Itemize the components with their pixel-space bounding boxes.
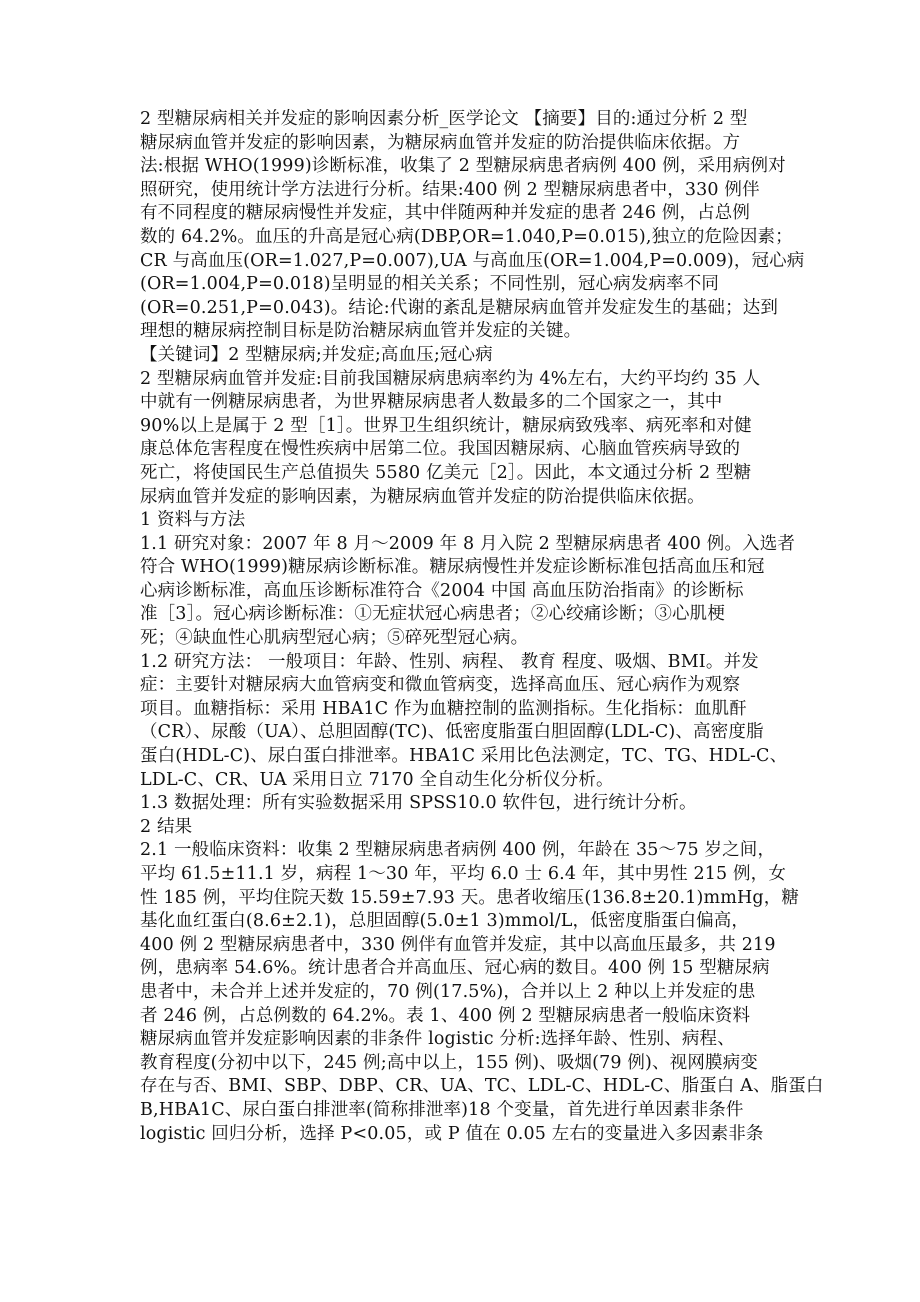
section-heading: 2 结果 (140, 816, 193, 837)
text-line: 1.2 研究方法： 一般项目：年龄、性别、病程、 教育 程度、吸烟、BMI。并发 (140, 651, 759, 672)
text-line: 蛋白(HDL-C)、尿白蛋白排泄率。HBA1C 采用比色法测定，TC、TG、HDL-C、 (140, 746, 788, 767)
text-line: 2 型糖尿病血管并发症:目前我国糖尿病患病率约为 4%左右，大约平均约 35 人 (140, 368, 761, 389)
text-line: 糖尿病血管并发症影响因素的非条件 logistic 分析:选择年龄、性别、病程、 (140, 1029, 735, 1050)
text-line: 中就有一例糖尿病患者，为世界糖尿病患者人数最多的二个国家之一，其中 (140, 392, 723, 413)
text-line: 2.1 一般临床资料：收集 2 型糖尿病患者病例 400 例，年龄在 35～75 岁之间， (140, 840, 776, 861)
text-line: 法:根据 WHO(1999)诊断标准，收集了 2 型糖尿病患者病例 400 例，采用病例对 (140, 156, 786, 177)
text-line: 患者中，未合并上述并发症的，70 例(17.5%)，合并以上 2 种以上并发症的患 (140, 981, 756, 1002)
text-line: 症：主要针对糖尿病大血管病变和微血管病变，选择高血压、冠心病作为观察 (140, 675, 741, 696)
text-line: (OR=1.004,P=0.018)呈明显的相关关系；不同性别，冠心病发病率不同 (140, 274, 720, 295)
text-line: 有不同程度的糖尿病慢性并发症，其中伴随两种并发症的患者 246 例，占总例 (140, 203, 751, 224)
text-line: 性 185 例，平均住院天数 15.59±7.93 天。患者收缩压(136.8±20.1)mmHg，糖 (140, 887, 800, 908)
text-line: 400 例 2 型糖尿病患者中，330 例伴有血管并发症，其中以高血压最多，共 219 (140, 934, 776, 955)
text-line: 照研究，使用统计学方法进行分析。结果:400 例 2 型糖尿病患者中，330 例伴 (140, 179, 760, 200)
text-line: 平均 61.5±11.1 岁，病程 1～30 年，平均 6.0 士 6.4 年，其中男性 215 例，女 (140, 864, 786, 884)
text-line: 2 型糖尿病相关并发症的影响因素分析_医学论文 【摘要】目的:通过分析 2 型 (140, 109, 748, 129)
text-line: 1.3 数据处理：所有实验数据采用 SPSS10.0 软件包，进行统计分析。 (140, 793, 697, 814)
text-line: 数的 64.2%。血压的升高是冠心病(DBP,OR=1.040,P=0.015),独立的危险因素； (140, 226, 793, 247)
section-heading: 1 资料与方法 (140, 510, 246, 531)
text-line: 理想的糖尿病控制目标是防治糖尿病血管并发症的关键。 (140, 321, 582, 342)
text-line: （CR）、尿酸（UA）、总胆固醇(TC)、低密度脂蛋白胆固醇(LDL-C)、高密度脂 (140, 722, 764, 743)
text-line: 糖尿病血管并发症的影响因素，为糖尿病血管并发症的防治提供临床依据。方 (140, 132, 741, 153)
text-line: 1.1 研究对象：2007 年 8 月～2009 年 8 月入院 2 型糖尿病患者 400 例。入选者 (140, 533, 796, 554)
text-line: 符合 WHO(1999)糖尿病诊断标准。糖尿病慢性并发症诊断标准包括高血压和冠 (140, 557, 765, 578)
keywords-line: 【关键词】2 型糖尿病;并发症;高血压;冠心病 (140, 344, 493, 365)
text-line: B,HBA1C、尿白蛋白排泄率(简称排泄率)18 个变量，首先进行单因素非条件 (140, 1099, 744, 1120)
text-line: 死；④缺血性心肌病型冠心病；⑤碎死型冠心病。 (140, 628, 529, 649)
text-line: LDL-C、CR、UA 采用日立 7170 全自动生化分析仪分析。 (140, 769, 614, 790)
text-line: 例，患病率 54.6%。统计患者合并高血压、冠心病的数目。400 例 15 型糖尿病 (140, 958, 770, 979)
text-line: 基化血红蛋白(8.6±2.1)，总胆固醇(5.0±1 3)mmol/L，低密度脂蛋白偏高， (140, 911, 750, 932)
text-line: 尿病血管并发症的影响因素，为糖尿病血管并发症的防治提供临床依据。 (140, 486, 705, 507)
text-line: CR 与高血压(OR=1.027,P=0.007),UA 与高血压(OR=1.004,P=0.009)，冠心病 (140, 250, 805, 271)
text-line: 康总体危害程度在慢性疾病中居第二位。我国因糖尿病、心脑血管疾病导致的 (140, 439, 741, 460)
text-line: 教育程度(分初中以下，245 例;高中以上，155 例)、吸烟(79 例)、视网膜病变 (140, 1052, 758, 1073)
text-line: 者 246 例，占总例数的 64.2%。表 1、400 例 2 型糖尿病患者一般临床资料 (140, 1005, 751, 1026)
text-line: 存在与否、BMI、SBP、DBP、CR、UA、TC、LDL-C、HDL-C、脂蛋白 A、脂蛋白 (140, 1076, 824, 1097)
text-line: 项目。血糖指标：采用 HBA1C 作为血糖控制的监测指标。生化指标：血肌酐 (140, 698, 747, 719)
text-line: 死亡，将使国民生产总值损失 5580 亿美元［2］。因此，本文通过分析 2 型糖 (140, 462, 752, 483)
text-line: (OR=0.251,P=0.043)。结论:代谢的紊乱是糖尿病血管并发症发生的基础；达到 (140, 297, 779, 318)
text-line: 90%以上是属于 2 型［1］。世界卫生组织统计，糖尿病致残率、病死率和对健 (140, 415, 752, 436)
text-line: logistic 回归分析，选择 P<0.05，或 P 值在 0.05 左右的变量进入多因素非条 (140, 1123, 764, 1144)
text-line: 准［3］。冠心病诊断标准：①无症状冠心病患者；②心绞痛诊断；③心肌梗 (140, 604, 725, 625)
text-line: 心病诊断标准，高血压诊断标准符合《2004 中国 高血压防治指南》的诊断标 (140, 580, 744, 601)
